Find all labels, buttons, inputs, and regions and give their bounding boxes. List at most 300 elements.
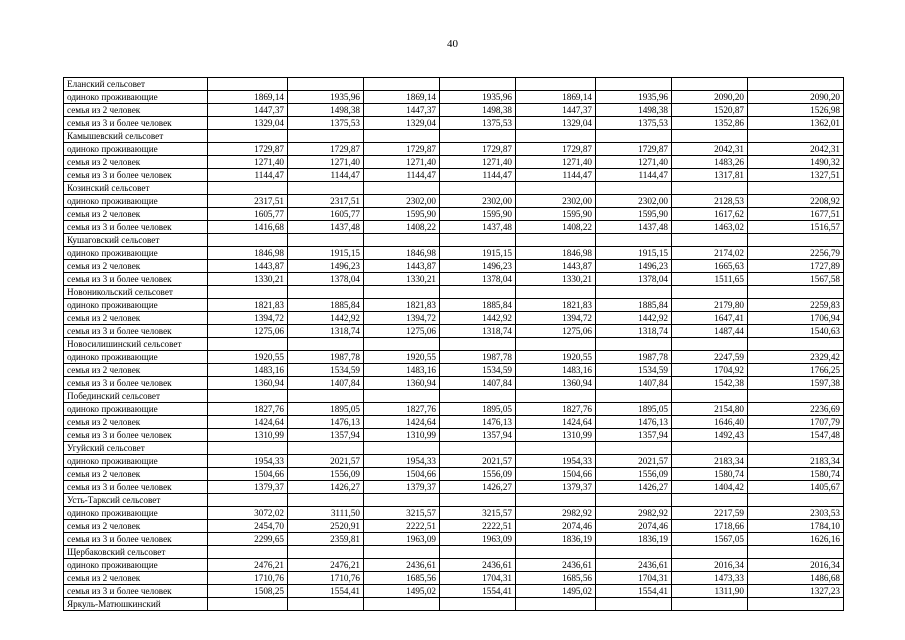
value-cell: 1706,94 [748,312,844,325]
value-cell: 1915,15 [288,247,364,260]
value-cell: 1954,33 [516,455,596,468]
empty-cell [208,234,288,247]
value-cell: 1144,47 [440,169,516,182]
value-cell: 1447,37 [208,104,288,117]
value-cell: 1827,76 [208,403,288,416]
value-cell: 1895,05 [440,403,516,416]
value-cell: 2317,51 [288,195,364,208]
value-cell: 1597,38 [748,377,844,390]
row-label: семья из 3 и более человек [64,533,208,546]
table-row [64,520,844,533]
value-cell: 1885,84 [440,299,516,312]
row-label: одиноко проживающие [64,559,208,572]
value-cell: 1310,99 [364,429,440,442]
value-cell: 3072,02 [208,507,288,520]
value-cell: 2359,81 [288,533,364,546]
value-cell: 1317,81 [672,169,748,182]
value-cell: 1869,14 [516,91,596,104]
row-label: семья из 2 человек [64,416,208,429]
table-row [64,221,844,234]
value-cell: 1710,76 [208,572,288,585]
table-row [64,429,844,442]
value-cell: 2222,51 [364,520,440,533]
empty-cell [364,286,440,299]
empty-cell [516,442,596,455]
value-cell: 2982,92 [516,507,596,520]
empty-cell [288,494,364,507]
value-cell: 1547,48 [748,429,844,442]
value-cell: 2256,79 [748,247,844,260]
value-cell: 1442,92 [596,312,672,325]
value-cell: 1727,89 [748,260,844,273]
section-name: Козинский сельсовет [64,182,208,195]
value-cell: 1352,86 [672,117,748,130]
empty-cell [440,390,516,403]
table-row [64,572,844,585]
value-cell: 1437,48 [596,221,672,234]
value-cell: 1357,94 [440,429,516,442]
value-cell: 1476,13 [596,416,672,429]
table-row [64,468,844,481]
value-cell: 1665,63 [672,260,748,273]
page-number: 40 [447,38,458,50]
value-cell: 1330,21 [208,273,288,286]
value-cell: 1492,43 [672,429,748,442]
empty-cell [672,182,748,195]
value-cell: 1424,64 [364,416,440,429]
empty-cell [672,494,748,507]
value-cell: 1329,04 [208,117,288,130]
value-cell: 1647,41 [672,312,748,325]
value-cell: 1704,92 [672,364,748,377]
value-cell: 2016,34 [672,559,748,572]
empty-cell [748,182,844,195]
row-label: одиноко проживающие [64,299,208,312]
value-cell: 1375,53 [288,117,364,130]
row-label: семья из 3 и более человек [64,429,208,442]
value-cell: 2179,80 [672,299,748,312]
value-cell: 1426,27 [440,481,516,494]
value-cell: 2982,92 [596,507,672,520]
value-cell: 1626,16 [748,533,844,546]
empty-cell [208,286,288,299]
empty-cell [440,78,516,91]
value-cell: 2236,69 [748,403,844,416]
empty-cell [748,286,844,299]
value-cell: 2208,92 [748,195,844,208]
value-cell: 1310,99 [208,429,288,442]
table-row [64,377,844,390]
value-cell: 1821,83 [364,299,440,312]
table-row [64,507,844,520]
value-cell: 1556,09 [288,468,364,481]
value-cell: 1729,87 [288,143,364,156]
section-header-row [64,234,844,247]
value-cell: 1271,40 [208,156,288,169]
empty-cell [748,442,844,455]
section-name: Щербаковский сельсовет [64,546,208,559]
value-cell: 1685,56 [516,572,596,585]
empty-cell [516,78,596,91]
table-row [64,273,844,286]
value-cell: 1534,59 [440,364,516,377]
section-header-row [64,598,844,611]
row-label: семья из 2 человек [64,260,208,273]
value-cell: 1394,72 [208,312,288,325]
section-header-row [64,494,844,507]
table-row [64,455,844,468]
value-cell: 1495,02 [364,585,440,598]
value-cell: 1416,68 [208,221,288,234]
value-cell: 2090,20 [672,91,748,104]
value-cell: 1987,78 [440,351,516,364]
value-cell: 1508,25 [208,585,288,598]
table-row [64,325,844,338]
value-cell: 1443,87 [364,260,440,273]
value-cell: 1443,87 [208,260,288,273]
empty-cell [596,598,672,611]
section-name: Усть-Тарксий сельсовет [64,494,208,507]
value-cell: 1846,98 [516,247,596,260]
value-cell: 1318,74 [288,325,364,338]
value-cell: 2217,59 [672,507,748,520]
empty-cell [364,182,440,195]
section-name: Угуйский сельсовет [64,442,208,455]
section-header-row [64,78,844,91]
table-row [64,143,844,156]
value-cell: 1920,55 [208,351,288,364]
empty-cell [288,130,364,143]
value-cell: 1963,09 [364,533,440,546]
tariff-table [63,77,844,611]
value-cell: 1605,77 [208,208,288,221]
value-cell: 1487,44 [672,325,748,338]
value-cell: 1498,38 [440,104,516,117]
empty-cell [208,494,288,507]
section-name: Камышевский сельсовет [64,130,208,143]
row-label: семья из 2 человек [64,156,208,169]
empty-cell [596,494,672,507]
value-cell: 1556,09 [440,468,516,481]
value-cell: 1827,76 [364,403,440,416]
value-cell: 1442,92 [440,312,516,325]
value-cell: 1378,04 [596,273,672,286]
value-cell: 1379,37 [364,481,440,494]
value-cell: 2303,53 [748,507,844,520]
value-cell: 1580,74 [748,468,844,481]
table-row [64,559,844,572]
value-cell: 1357,94 [596,429,672,442]
section-name: Побединский сельсовет [64,390,208,403]
value-cell: 1915,15 [596,247,672,260]
empty-cell [364,442,440,455]
table-row [64,403,844,416]
row-label: семья из 2 человек [64,104,208,117]
table-row [64,351,844,364]
value-cell: 1375,53 [440,117,516,130]
empty-cell [516,546,596,559]
table-row [64,312,844,325]
value-cell: 2016,34 [748,559,844,572]
row-label: одиноко проживающие [64,455,208,468]
empty-cell [748,390,844,403]
empty-cell [364,338,440,351]
value-cell: 2317,51 [208,195,288,208]
value-cell: 1729,87 [364,143,440,156]
value-cell: 1424,64 [516,416,596,429]
value-cell: 1498,38 [288,104,364,117]
value-cell: 1408,22 [516,221,596,234]
value-cell: 2090,20 [748,91,844,104]
value-cell: 1885,84 [596,299,672,312]
value-cell: 2436,61 [516,559,596,572]
value-cell: 2183,34 [672,455,748,468]
value-cell: 1394,72 [516,312,596,325]
value-cell: 1486,68 [748,572,844,585]
value-cell: 1144,47 [208,169,288,182]
value-cell: 1567,05 [672,533,748,546]
value-cell: 1463,02 [672,221,748,234]
value-cell: 1935,96 [288,91,364,104]
value-cell: 1516,57 [748,221,844,234]
value-cell: 1310,99 [516,429,596,442]
value-cell: 1379,37 [208,481,288,494]
section-header-row [64,182,844,195]
value-cell: 1935,96 [596,91,672,104]
value-cell: 2021,57 [440,455,516,468]
value-cell: 1447,37 [516,104,596,117]
section-header-row [64,338,844,351]
empty-cell [596,390,672,403]
value-cell: 1318,74 [440,325,516,338]
value-cell: 1408,22 [364,221,440,234]
row-label: семья из 3 и более человек [64,273,208,286]
empty-cell [748,494,844,507]
value-cell: 1483,16 [364,364,440,377]
empty-cell [288,286,364,299]
empty-cell [672,390,748,403]
value-cell: 1275,06 [208,325,288,338]
value-cell: 1729,87 [516,143,596,156]
value-cell: 1595,90 [364,208,440,221]
value-cell: 1330,21 [364,273,440,286]
value-cell: 1504,66 [364,468,440,481]
value-cell: 1718,66 [672,520,748,533]
value-cell: 2154,80 [672,403,748,416]
empty-cell [596,78,672,91]
empty-cell [516,494,596,507]
value-cell: 1707,79 [748,416,844,429]
value-cell: 2302,00 [516,195,596,208]
value-cell: 1424,64 [208,416,288,429]
empty-cell [364,598,440,611]
row-label: одиноко проживающие [64,507,208,520]
value-cell: 1895,05 [596,403,672,416]
empty-cell [288,546,364,559]
empty-cell [596,442,672,455]
table-row [64,117,844,130]
row-label: одиноко проживающие [64,351,208,364]
empty-cell [440,546,516,559]
row-label: семья из 2 человек [64,312,208,325]
value-cell: 1710,76 [288,572,364,585]
value-cell: 1987,78 [596,351,672,364]
value-cell: 2520,91 [288,520,364,533]
value-cell: 1144,47 [364,169,440,182]
empty-cell [440,182,516,195]
row-label: семья из 2 человек [64,520,208,533]
value-cell: 1144,47 [516,169,596,182]
value-cell: 1496,23 [440,260,516,273]
value-cell: 1827,76 [516,403,596,416]
value-cell: 1504,66 [208,468,288,481]
empty-cell [596,286,672,299]
empty-cell [288,598,364,611]
value-cell: 1963,09 [440,533,516,546]
value-cell: 1885,84 [288,299,364,312]
table-row [64,364,844,377]
value-cell: 1407,84 [596,377,672,390]
value-cell: 1496,23 [288,260,364,273]
empty-cell [208,546,288,559]
value-cell: 2329,42 [748,351,844,364]
section-header-row [64,442,844,455]
row-label: семья из 3 и более человек [64,585,208,598]
row-label: одиноко проживающие [64,247,208,260]
value-cell: 1556,09 [596,468,672,481]
value-cell: 2128,53 [672,195,748,208]
value-cell: 2074,46 [596,520,672,533]
value-cell: 1869,14 [208,91,288,104]
value-cell: 2021,57 [288,455,364,468]
value-cell: 1954,33 [364,455,440,468]
empty-cell [440,442,516,455]
empty-cell [208,338,288,351]
value-cell: 1496,23 [596,260,672,273]
empty-cell [440,234,516,247]
empty-cell [208,78,288,91]
value-cell: 2476,21 [288,559,364,572]
table-row [64,91,844,104]
value-cell: 1275,06 [516,325,596,338]
value-cell: 1677,51 [748,208,844,221]
empty-cell [364,390,440,403]
row-label: семья из 2 человек [64,572,208,585]
table-body [64,78,844,611]
value-cell: 1426,27 [288,481,364,494]
value-cell: 2174,02 [672,247,748,260]
value-cell: 1821,83 [516,299,596,312]
value-cell: 1360,94 [516,377,596,390]
empty-cell [364,546,440,559]
empty-cell [672,442,748,455]
value-cell: 1379,37 [516,481,596,494]
empty-cell [516,338,596,351]
empty-cell [440,338,516,351]
empty-cell [748,234,844,247]
value-cell: 1360,94 [364,377,440,390]
value-cell: 1729,87 [596,143,672,156]
value-cell: 1362,01 [748,117,844,130]
row-label: семья из 2 человек [64,364,208,377]
value-cell: 1821,83 [208,299,288,312]
value-cell: 1275,06 [364,325,440,338]
value-cell: 1447,37 [364,104,440,117]
value-cell: 2436,61 [364,559,440,572]
value-cell: 1329,04 [364,117,440,130]
empty-cell [208,390,288,403]
value-cell: 1473,33 [672,572,748,585]
empty-cell [364,494,440,507]
value-cell: 2302,00 [596,195,672,208]
value-cell: 1407,84 [440,377,516,390]
value-cell: 1375,53 [596,117,672,130]
value-cell: 1920,55 [364,351,440,364]
value-cell: 1954,33 [208,455,288,468]
value-cell: 2021,57 [596,455,672,468]
empty-cell [440,598,516,611]
section-name: Еланский сельсовет [64,78,208,91]
table-row [64,104,844,117]
value-cell: 1605,77 [288,208,364,221]
value-cell: 1580,74 [672,468,748,481]
value-cell: 1437,48 [440,221,516,234]
row-label: семья из 3 и более человек [64,481,208,494]
table-row [64,481,844,494]
empty-cell [208,442,288,455]
value-cell: 1404,42 [672,481,748,494]
value-cell: 1483,16 [208,364,288,377]
value-cell: 1935,96 [440,91,516,104]
empty-cell [672,546,748,559]
value-cell: 1554,41 [440,585,516,598]
value-cell: 2042,31 [672,143,748,156]
value-cell: 1442,92 [288,312,364,325]
empty-cell [748,78,844,91]
empty-cell [440,494,516,507]
value-cell: 2436,61 [440,559,516,572]
value-cell: 1554,41 [288,585,364,598]
row-label: одиноко проживающие [64,91,208,104]
value-cell: 1617,62 [672,208,748,221]
value-cell: 3215,57 [364,507,440,520]
row-label: семья из 3 и более человек [64,169,208,182]
table-row [64,299,844,312]
value-cell: 1836,19 [596,533,672,546]
value-cell: 1766,25 [748,364,844,377]
value-cell: 1704,31 [440,572,516,585]
table-row [64,169,844,182]
value-cell: 1846,98 [208,247,288,260]
value-cell: 1357,94 [288,429,364,442]
value-cell: 1895,05 [288,403,364,416]
empty-cell [596,182,672,195]
section-header-row [64,546,844,559]
empty-cell [596,338,672,351]
empty-cell [672,78,748,91]
value-cell: 2042,31 [748,143,844,156]
value-cell: 1271,40 [516,156,596,169]
table-row [64,585,844,598]
empty-cell [516,130,596,143]
value-cell: 2302,00 [440,195,516,208]
empty-cell [288,234,364,247]
value-cell: 1836,19 [516,533,596,546]
row-label: одиноко проживающие [64,195,208,208]
row-label: семья из 3 и более человек [64,221,208,234]
row-label: семья из 3 и более человек [64,117,208,130]
value-cell: 1330,21 [516,273,596,286]
